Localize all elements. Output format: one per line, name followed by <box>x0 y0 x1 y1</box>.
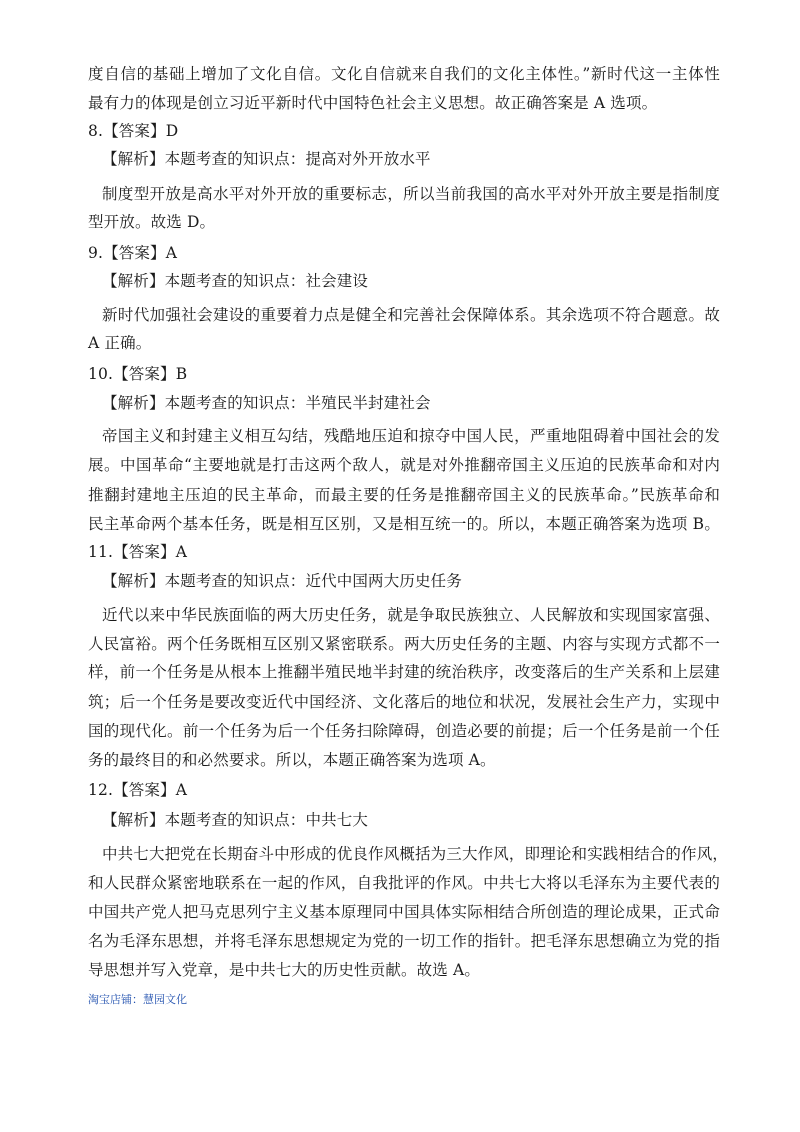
body-11-line-5: 国的现代化。前一个任务为后一个任务扫除障碍，创造必要的前提；后一个任务是前一个任 <box>88 722 720 740</box>
answer-11: 11.【答案】A <box>88 543 188 561</box>
answer-10: 10.【答案】B <box>88 365 188 383</box>
body-12-line-1: 中共七大把党在长期奋斗中形成的优良作风概括为三大作风，即理论和实践相结合的作风， <box>102 845 729 863</box>
body-11-line-2: 人民富裕。两个任务既相互区别又紧密联系。两大历史任务的主题、内容与实现方式都不一 <box>88 635 720 653</box>
answer-9: 9.【答案】A <box>88 244 178 262</box>
analysis-10: 【解析】本题考查的知识点：半殖民半封建社会 <box>102 394 431 412</box>
body-12-line-2: 和人民群众紧密地联系在一起的作风，自我批评的作风。中共七大将以毛泽东为主要代表的 <box>88 874 720 892</box>
body-11-line-6: 务的最终目的和必然要求。所以，本题正确答案为选项 A。 <box>88 751 496 769</box>
analysis-9: 【解析】本题考查的知识点：社会建设 <box>102 272 369 290</box>
body-10-line-1: 帝国主义和封建主义相互勾结，残酷地压迫和掠夺中国人民，严重地阻碍着中国社会的发 <box>102 427 720 445</box>
body-12-line-4: 名为毛泽东思想，并将毛泽东思想规定为党的一切工作的指针。把毛泽东思想确立为党的指 <box>88 932 720 950</box>
intro-line-1: 度自信的基础上增加了文化自信。文化自信就来自我们的文化主体性。”新时代这一主体性 <box>88 65 720 83</box>
body-12-line-3: 中国共产党人把马克思列宁主义基本原理同中国具体实际相结合所创造的理论成果，正式命 <box>88 903 720 921</box>
body-11-line-3: 样，前一个任务是从根本上推翻半殖民地半封建的统治秩序，改变落后的生产关系和上层建 <box>88 663 720 681</box>
body-11-line-1: 近代以来中华民族面临的两大历史任务，就是争取民族独立、人民解放和实现国家富强、 <box>102 606 720 624</box>
analysis-11: 【解析】本题考查的知识点：近代中国两大历史任务 <box>102 572 462 590</box>
body-9-line-1: 新时代加强社会建设的重要着力点是健全和完善社会保障体系。其余选项不符合题意。故 <box>102 306 720 324</box>
body-8-line-1: 制度型开放是高水平对外开放的重要标志，所以当前我国的高水平对外开放主要是指制度 <box>102 185 720 203</box>
body-10-line-2: 展。中国革命“主要地就是打击这两个敌人，就是对外推翻帝国主义压迫的民族革命和对内 <box>88 456 720 474</box>
footer-shop-label: 淘宝店铺：慧园文化 <box>88 993 187 1006</box>
analysis-8: 【解析】本题考查的知识点：提高对外开放水平 <box>102 150 431 168</box>
body-12-line-5: 导思想并写入党章，是中共七大的历史性贡献。故选 A。 <box>88 961 481 979</box>
body-10-line-3: 推翻封建地主压迫的民主革命，而最主要的任务是推翻帝国主义的民族革命。”民族革命和 <box>88 486 720 504</box>
body-10-line-4: 民主革命两个基本任务，既是相互区别，又是相互统一的。所以，本题正确答案为选项 B。 <box>88 515 720 533</box>
body-11-line-4: 筑；后一个任务是要改变近代中国经济、文化落后的地位和状况，发展社会生产力，实现中 <box>88 693 720 711</box>
answer-8: 8.【答案】D <box>88 122 179 140</box>
intro-line-2: 最有力的体现是创立习近平新时代中国特色社会主义思想。故正确答案是 A 选项。 <box>88 94 658 112</box>
body-8-line-2: 型开放。故选 D。 <box>88 213 216 231</box>
answer-12: 12.【答案】A <box>88 781 188 799</box>
analysis-12: 【解析】本题考查的知识点：中共七大 <box>102 811 369 829</box>
body-9-line-2: A 正确。 <box>88 334 152 352</box>
